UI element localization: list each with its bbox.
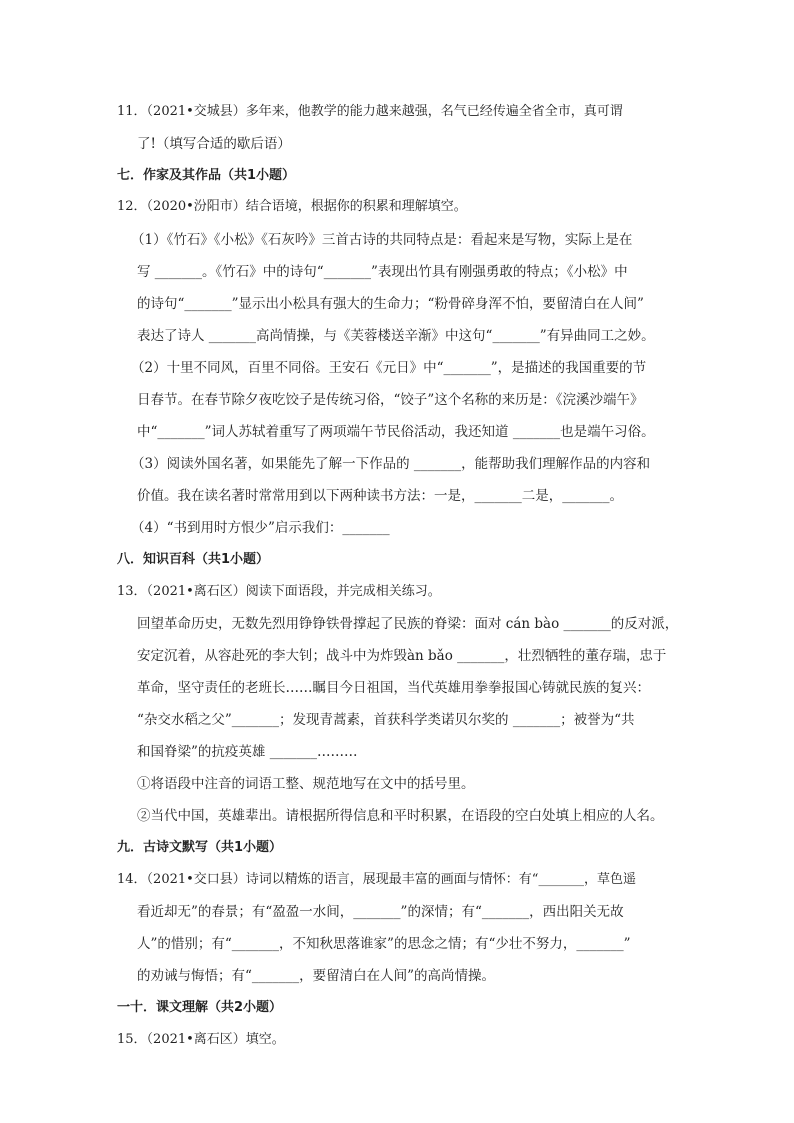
question-14-line-2: 看近却无”的春景；有“盈盈一水间，_______”的深情；有“_______，西出阳关无故 [137, 904, 624, 920]
section-heading-9: 九．古诗文默写（共1小题） [117, 840, 283, 855]
question-15-stem: 15．（2021•离石区）填空。 [117, 1032, 285, 1047]
question-13-stem: 13．（2021•离石区）阅读下面语段，并完成相关练习。 [117, 584, 441, 599]
question-12-part-1-line-2: 写 _______。《竹石》中的诗句“_______”表现出竹具有刚强勇敢的特点；《小松》中 [137, 264, 628, 280]
question-12-part-1-line-3: 的诗句“_______”显示出小松具有强大的生命力；“粉骨碎身浑不怕，要留清白在人间” [137, 296, 644, 312]
section-heading-7: 七．作家及其作品（共1小题） [117, 168, 296, 183]
question-13-passage-line-1: 回望革命历史，无数先烈用铮铮铁骨撑起了民族的脊梁：面对 cán bào _______的反对派， [137, 616, 679, 632]
question-12-part-2-line-2: 日春节。在春节除夕夜吃饺子是传统习俗，“饺子”这个名称的来历是：《浣溪沙端午》 [137, 392, 644, 408]
question-13-task-2: ②当代中国，英雄辈出。请根据所得信息和平时积累，在语段的空白处填上相应的人名。 [137, 808, 664, 824]
question-14-line-4: 的劝诫与悔悟；有“_______，要留清白在人间”的高尚情操。 [137, 968, 496, 984]
question-12-part-1-line-4: 表达了诗人 _______高尚情操，与《芙蓉楼送辛渐》中这句“_______”有异曲同工之妙。 [137, 328, 655, 344]
question-14-line-3: 人”的惜别；有“_______，不知秋思落谁家”的思念之情；有“少壮不努力，_______” [137, 936, 631, 952]
question-12-stem: 12．（2020•汾阳市）结合语境，根据你的积累和理解填空。 [117, 199, 467, 214]
section-heading-8: 八．知识百科（共1小题） [117, 552, 270, 567]
question-13-passage-line-4: “杂交水稻之父”_______；发现青蒿素，首获科学类诺贝尔奖的 _______；被誉为“共 [137, 712, 635, 728]
question-13-task-1: ①将语段中注音的词语工整、规范地写在文中的括号里。 [137, 776, 475, 792]
question-12-part-1-line-1: （1）《竹石》《小松》《石灰吟》三首古诗的共同特点是：看起来是写物，实际上是在 [131, 232, 633, 248]
question-11-continuation: 了!（填写合适的歇后语） [137, 136, 291, 152]
question-12-part-4: （4）“书到用时方恨少”启示我们：_______ [131, 520, 390, 536]
question-12-part-2-line-1: （2）十里不同风，百里不同俗。王安石《元日》中“_______”，是描述的我国重要的节 [131, 360, 647, 376]
question-13-passage-line-2: 安定沉着，从容赴死的李大钊；战斗中为炸毁àn bǎo _______，壮烈牺牲的董存瑞，忠于 [137, 648, 667, 664]
question-12-part-3-line-2: 价值。我在读名著时常常用到以下两种读书方法：一是，_______二是，_______。 [137, 488, 623, 504]
question-14-line-1: 14．（2021•交口县）诗词以精炼的语言，展现最丰富的画面与情怀：有“_______，草色遥 [117, 872, 636, 887]
question-11-text: 11．（2021•交城县）多年来，他教学的能力越来越强，名气已经传遍全省全市，真可谓 [117, 104, 623, 119]
question-13-passage-line-5: 和国脊梁”的抗疫英雄 _______……… [137, 744, 358, 760]
section-heading-10: 一十．课文理解（共2小题） [117, 1000, 283, 1015]
question-12-part-3-line-1: （3）阅读外国名著，如果能先了解一下作品的 _______，能帮助我们理解作品的内容和 [131, 456, 651, 472]
question-13-passage-line-3: 革命，坚守责任的老班长……瞩目今日祖国，当代英雄用拳拳报国心铸就民族的复兴： [137, 680, 650, 696]
question-12-part-2-line-3: 中“_______”词人苏轼着重写了两项端午节民俗活动，我还知道 _______也是端午习俗。 [137, 424, 655, 440]
